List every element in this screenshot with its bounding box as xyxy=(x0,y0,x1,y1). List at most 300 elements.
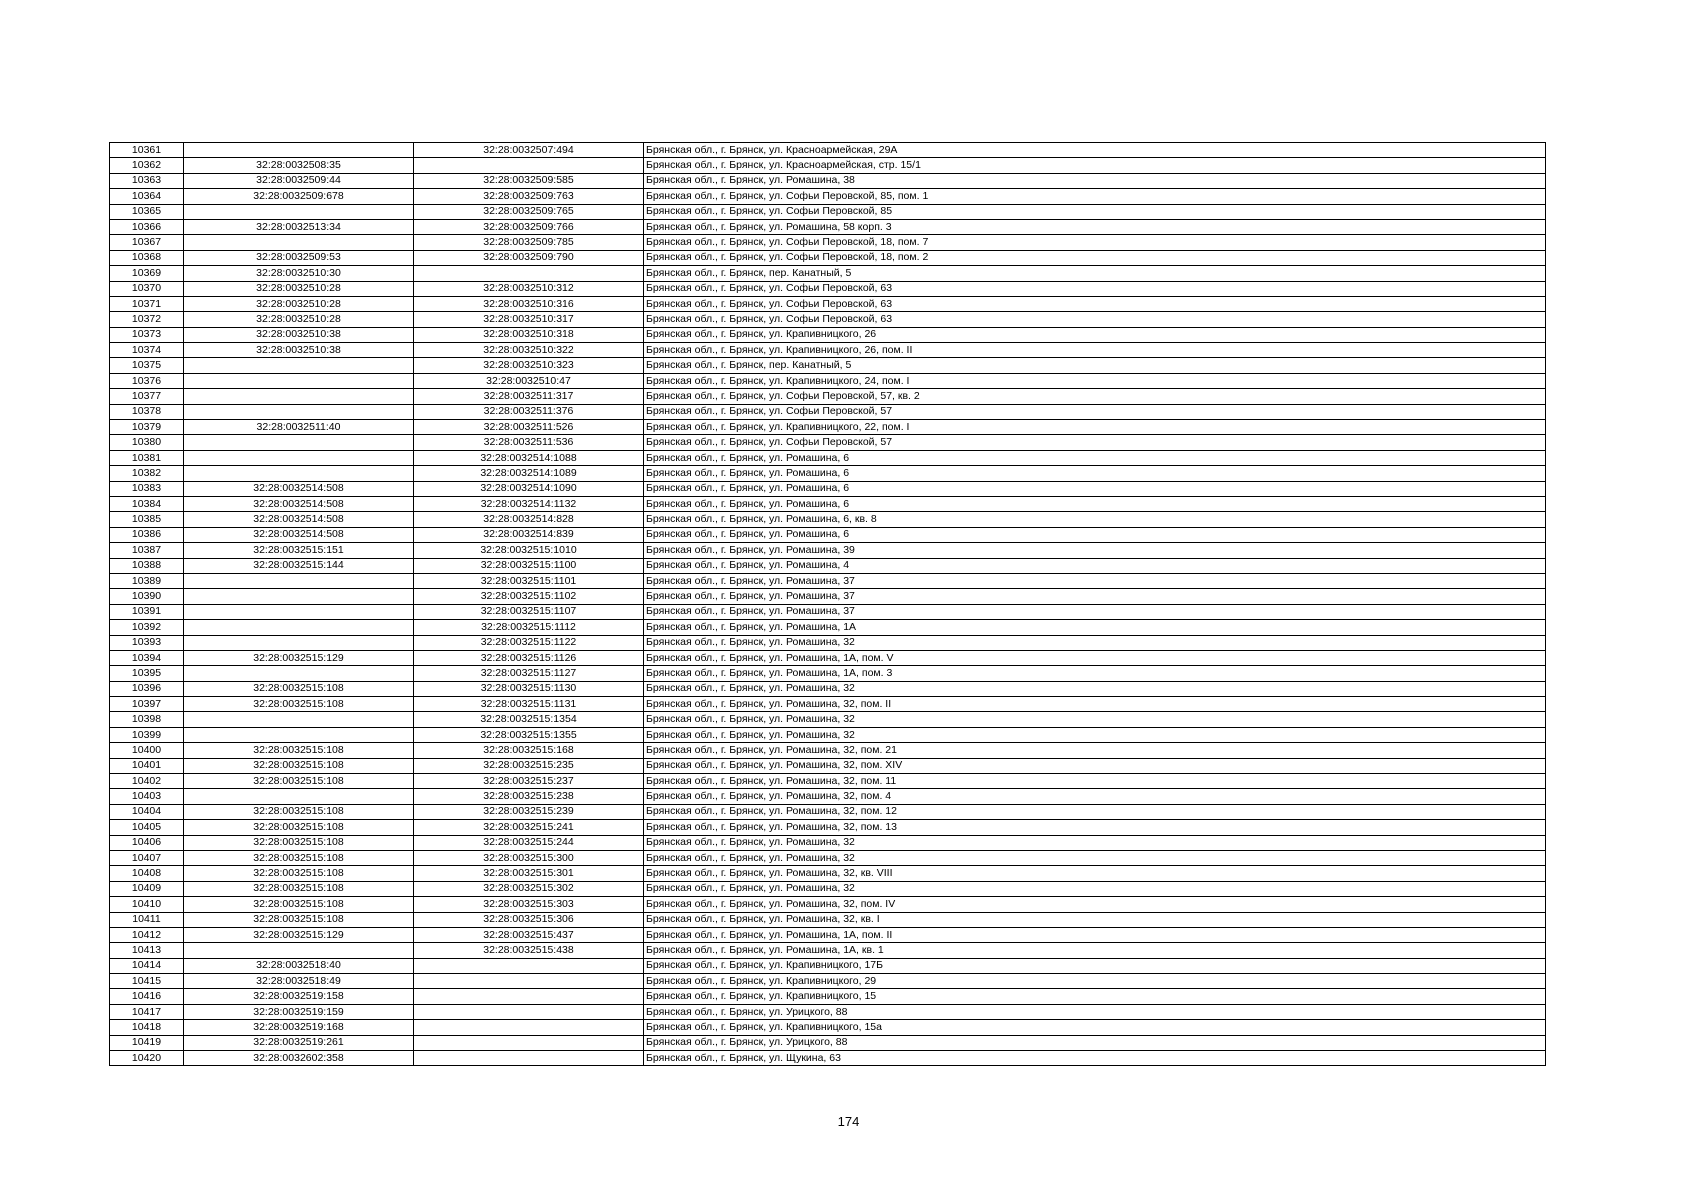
row-number-cell: 10386 xyxy=(110,527,184,542)
table-row xyxy=(110,958,1546,973)
cadastral-object-cell: 32:28:0032515:1131 xyxy=(414,697,644,712)
table-row xyxy=(110,727,1546,742)
cadastral-object-cell: 32:28:0032511:526 xyxy=(414,420,644,435)
cadastral-number-cell: 32:28:0032515:108 xyxy=(184,681,414,696)
address-cell: Брянская обл., г. Брянск, ул. Ромашина, 38 xyxy=(644,173,1546,188)
cadastral-object-cell: 32:28:0032511:536 xyxy=(414,435,644,450)
cadastral-number-cell: 32:28:0032515:108 xyxy=(184,758,414,773)
registry-table-body xyxy=(110,143,1546,1066)
cadastral-number-cell xyxy=(184,589,414,604)
registry-table xyxy=(109,142,1546,1066)
row-number-cell: 10412 xyxy=(110,927,184,942)
cadastral-object-cell: 32:28:0032510:312 xyxy=(414,281,644,296)
address-cell: Брянская обл., г. Брянск, ул. Софьи Перовской, 63 xyxy=(644,312,1546,327)
cadastral-number-cell: 32:28:0032602:358 xyxy=(184,1051,414,1066)
address-cell: Брянская обл., г. Брянск, ул. Ромашина, 6, кв. 8 xyxy=(644,512,1546,527)
table-row xyxy=(110,758,1546,773)
row-number-cell: 10371 xyxy=(110,296,184,311)
row-number-cell: 10419 xyxy=(110,1035,184,1050)
cadastral-number-cell xyxy=(184,435,414,450)
row-number-cell: 10390 xyxy=(110,589,184,604)
cadastral-object-cell: 32:28:0032515:1354 xyxy=(414,712,644,727)
cadastral-object-cell: 32:28:0032515:1355 xyxy=(414,727,644,742)
address-cell: Брянская обл., г. Брянск, ул. Софьи Перовской, 63 xyxy=(644,281,1546,296)
cadastral-number-cell xyxy=(184,573,414,588)
cadastral-number-cell: 32:28:0032508:35 xyxy=(184,158,414,173)
cadastral-number-cell: 32:28:0032510:30 xyxy=(184,266,414,281)
row-number-cell: 10416 xyxy=(110,989,184,1004)
cadastral-number-cell xyxy=(184,389,414,404)
address-cell: Брянская обл., г. Брянск, ул. Софьи Перовской, 57, кв. 2 xyxy=(644,389,1546,404)
cadastral-object-cell: 32:28:0032515:244 xyxy=(414,835,644,850)
row-number-cell: 10400 xyxy=(110,743,184,758)
cadastral-number-cell: 32:28:0032514:508 xyxy=(184,481,414,496)
cadastral-number-cell xyxy=(184,712,414,727)
cadastral-number-cell: 32:28:0032515:144 xyxy=(184,558,414,573)
address-cell: Брянская обл., г. Брянск, ул. Крапивницкого, 26 xyxy=(644,327,1546,342)
cadastral-number-cell xyxy=(184,620,414,635)
cadastral-number-cell: 32:28:0032519:158 xyxy=(184,989,414,1004)
cadastral-object-cell: 32:28:0032510:323 xyxy=(414,358,644,373)
table-row xyxy=(110,296,1546,311)
row-number-cell: 10408 xyxy=(110,866,184,881)
address-cell: Брянская обл., г. Брянск, ул. Ромашина, 4 xyxy=(644,558,1546,573)
row-number-cell: 10385 xyxy=(110,512,184,527)
row-number-cell: 10364 xyxy=(110,189,184,204)
cadastral-object-cell: 32:28:0032515:438 xyxy=(414,943,644,958)
cadastral-object-cell: 32:28:0032507:494 xyxy=(414,143,644,158)
address-cell: Брянская обл., г. Брянск, ул. Ромашина, 6 xyxy=(644,496,1546,511)
row-number-cell: 10368 xyxy=(110,250,184,265)
cadastral-object-cell: 32:28:0032515:241 xyxy=(414,820,644,835)
cadastral-number-cell: 32:28:0032515:108 xyxy=(184,804,414,819)
cadastral-object-cell: 32:28:0032514:1090 xyxy=(414,481,644,496)
address-cell: Брянская обл., г. Брянск, ул. Ромашина, 6 xyxy=(644,466,1546,481)
cadastral-number-cell: 32:28:0032510:28 xyxy=(184,281,414,296)
cadastral-object-cell: 32:28:0032515:302 xyxy=(414,881,644,896)
row-number-cell: 10415 xyxy=(110,974,184,989)
table-row xyxy=(110,912,1546,927)
cadastral-number-cell: 32:28:0032510:38 xyxy=(184,327,414,342)
cadastral-number-cell xyxy=(184,943,414,958)
address-cell: Брянская обл., г. Брянск, ул. Ромашина, 58 корп. 3 xyxy=(644,219,1546,234)
table-row xyxy=(110,881,1546,896)
cadastral-object-cell: 32:28:0032515:237 xyxy=(414,774,644,789)
cadastral-object-cell xyxy=(414,958,644,973)
address-cell: Брянская обл., г. Брянск, ул. Ромашина, 32 xyxy=(644,712,1546,727)
row-number-cell: 10406 xyxy=(110,835,184,850)
address-cell: Брянская обл., г. Брянск, ул. Ромашина, 6 xyxy=(644,450,1546,465)
address-cell: Брянская обл., г. Брянск, ул. Ромашина, 32, пом. 4 xyxy=(644,789,1546,804)
cadastral-object-cell: 32:28:0032514:1089 xyxy=(414,466,644,481)
table-row xyxy=(110,697,1546,712)
cadastral-object-cell: 32:28:0032514:1088 xyxy=(414,450,644,465)
row-number-cell: 10387 xyxy=(110,543,184,558)
table-row xyxy=(110,1035,1546,1050)
row-number-cell: 10370 xyxy=(110,281,184,296)
cadastral-number-cell: 32:28:0032514:508 xyxy=(184,496,414,511)
cadastral-number-cell: 32:28:0032510:28 xyxy=(184,312,414,327)
cadastral-object-cell: 32:28:0032509:766 xyxy=(414,219,644,234)
table-row xyxy=(110,420,1546,435)
row-number-cell: 10378 xyxy=(110,404,184,419)
row-number-cell: 10410 xyxy=(110,897,184,912)
table-row xyxy=(110,1051,1546,1066)
row-number-cell: 10413 xyxy=(110,943,184,958)
cadastral-object-cell: 32:28:0032509:790 xyxy=(414,250,644,265)
cadastral-number-cell: 32:28:0032519:168 xyxy=(184,1020,414,1035)
row-number-cell: 10361 xyxy=(110,143,184,158)
cadastral-object-cell xyxy=(414,158,644,173)
table-row xyxy=(110,943,1546,958)
address-cell: Брянская обл., г. Брянск, ул. Крапивницкого, 24, пом. I xyxy=(644,373,1546,388)
cadastral-object-cell xyxy=(414,974,644,989)
cadastral-number-cell xyxy=(184,204,414,219)
cadastral-object-cell: 32:28:0032515:1107 xyxy=(414,604,644,619)
address-cell: Брянская обл., г. Брянск, ул. Софьи Перовской, 57 xyxy=(644,404,1546,419)
row-number-cell: 10367 xyxy=(110,235,184,250)
address-cell: Брянская обл., г. Брянск, ул. Крапивницкого, 26, пом. II xyxy=(644,343,1546,358)
table-row xyxy=(110,635,1546,650)
cadastral-object-cell: 32:28:0032515:1127 xyxy=(414,666,644,681)
table-row xyxy=(110,820,1546,835)
cadastral-number-cell: 32:28:0032514:508 xyxy=(184,512,414,527)
row-number-cell: 10414 xyxy=(110,958,184,973)
cadastral-number-cell: 32:28:0032509:678 xyxy=(184,189,414,204)
cadastral-number-cell: 32:28:0032515:108 xyxy=(184,897,414,912)
page-number: 174 xyxy=(837,1114,860,1129)
row-number-cell: 10396 xyxy=(110,681,184,696)
table-row xyxy=(110,927,1546,942)
table-row xyxy=(110,681,1546,696)
address-cell: Брянская обл., г. Брянск, ул. Софьи Перовской, 63 xyxy=(644,296,1546,311)
address-cell: Брянская обл., г. Брянск, ул. Ромашина, 32, пом. XIV xyxy=(644,758,1546,773)
address-cell: Брянская обл., г. Брянск, ул. Ромашина, 32, кв. I xyxy=(644,912,1546,927)
cadastral-number-cell: 32:28:0032515:108 xyxy=(184,743,414,758)
cadastral-object-cell: 32:28:0032515:1130 xyxy=(414,681,644,696)
cadastral-object-cell: 32:28:0032515:238 xyxy=(414,789,644,804)
cadastral-number-cell xyxy=(184,450,414,465)
table-row xyxy=(110,835,1546,850)
cadastral-number-cell xyxy=(184,666,414,681)
address-cell: Брянская обл., г. Брянск, ул. Софьи Перовской, 57 xyxy=(644,435,1546,450)
address-cell: Брянская обл., г. Брянск, ул. Ромашина, 1А, кв. 1 xyxy=(644,943,1546,958)
row-number-cell: 10407 xyxy=(110,850,184,865)
cadastral-object-cell xyxy=(414,1051,644,1066)
row-number-cell: 10384 xyxy=(110,496,184,511)
cadastral-object-cell: 32:28:0032515:239 xyxy=(414,804,644,819)
cadastral-object-cell: 32:28:0032515:1102 xyxy=(414,589,644,604)
address-cell: Брянская обл., г. Брянск, ул. Ромашина, 1А, пом. II xyxy=(644,927,1546,942)
cadastral-object-cell: 32:28:0032509:763 xyxy=(414,189,644,204)
table-row xyxy=(110,650,1546,665)
row-number-cell: 10397 xyxy=(110,697,184,712)
row-number-cell: 10383 xyxy=(110,481,184,496)
table-row xyxy=(110,435,1546,450)
address-cell: Брянская обл., г. Брянск, ул. Ромашина, 32, пом. 21 xyxy=(644,743,1546,758)
address-cell: Брянская обл., г. Брянск, ул. Ромашина, 37 xyxy=(644,573,1546,588)
cadastral-object-cell xyxy=(414,1004,644,1019)
cadastral-number-cell: 32:28:0032509:44 xyxy=(184,173,414,188)
cadastral-object-cell: 32:28:0032515:1126 xyxy=(414,650,644,665)
cadastral-object-cell: 32:28:0032514:828 xyxy=(414,512,644,527)
cadastral-number-cell: 32:28:0032518:49 xyxy=(184,974,414,989)
row-number-cell: 10393 xyxy=(110,635,184,650)
table-row xyxy=(110,743,1546,758)
cadastral-object-cell: 32:28:0032510:317 xyxy=(414,312,644,327)
address-cell: Брянская обл., г. Брянск, ул. Крапивницкого, 22, пом. I xyxy=(644,420,1546,435)
cadastral-object-cell: 32:28:0032514:839 xyxy=(414,527,644,542)
table-row xyxy=(110,466,1546,481)
cadastral-number-cell xyxy=(184,727,414,742)
cadastral-number-cell: 32:28:0032519:159 xyxy=(184,1004,414,1019)
row-number-cell: 10411 xyxy=(110,912,184,927)
row-number-cell: 10375 xyxy=(110,358,184,373)
address-cell: Брянская обл., г. Брянск, ул. Ромашина, 32 xyxy=(644,681,1546,696)
cadastral-number-cell: 32:28:0032515:108 xyxy=(184,866,414,881)
table-row xyxy=(110,573,1546,588)
cadastral-number-cell: 32:28:0032515:108 xyxy=(184,881,414,896)
address-cell: Брянская обл., г. Брянск, ул. Ромашина, 1А, пом. 3 xyxy=(644,666,1546,681)
cadastral-number-cell xyxy=(184,358,414,373)
cadastral-object-cell: 32:28:0032515:1100 xyxy=(414,558,644,573)
table-row xyxy=(110,850,1546,865)
cadastral-object-cell: 32:28:0032509:585 xyxy=(414,173,644,188)
row-number-cell: 10398 xyxy=(110,712,184,727)
table-row xyxy=(110,450,1546,465)
table-row xyxy=(110,604,1546,619)
cadastral-number-cell: 32:28:0032510:38 xyxy=(184,343,414,358)
cadastral-object-cell: 32:28:0032515:300 xyxy=(414,850,644,865)
table-row xyxy=(110,481,1546,496)
table-row xyxy=(110,312,1546,327)
address-cell: Брянская обл., г. Брянск, ул. Щукина, 63 xyxy=(644,1051,1546,1066)
cadastral-number-cell: 32:28:0032515:129 xyxy=(184,927,414,942)
row-number-cell: 10395 xyxy=(110,666,184,681)
cadastral-object-cell xyxy=(414,989,644,1004)
table-row xyxy=(110,1020,1546,1035)
cadastral-number-cell: 32:28:0032515:108 xyxy=(184,835,414,850)
address-cell: Брянская обл., г. Брянск, ул. Ромашина, 32 xyxy=(644,850,1546,865)
row-number-cell: 10366 xyxy=(110,219,184,234)
address-cell: Брянская обл., г. Брянск, ул. Ромашина, 37 xyxy=(644,589,1546,604)
row-number-cell: 10388 xyxy=(110,558,184,573)
table-row xyxy=(110,1004,1546,1019)
row-number-cell: 10377 xyxy=(110,389,184,404)
address-cell: Брянская обл., г. Брянск, пер. Канатный, 5 xyxy=(644,358,1546,373)
cadastral-object-cell: 32:28:0032510:322 xyxy=(414,343,644,358)
row-number-cell: 10374 xyxy=(110,343,184,358)
table-row xyxy=(110,897,1546,912)
row-number-cell: 10376 xyxy=(110,373,184,388)
address-cell: Брянская обл., г. Брянск, ул. Ромашина, 32, кв. VIII xyxy=(644,866,1546,881)
cadastral-number-cell xyxy=(184,404,414,419)
cadastral-object-cell: 32:28:0032515:301 xyxy=(414,866,644,881)
row-number-cell: 10372 xyxy=(110,312,184,327)
cadastral-object-cell: 32:28:0032515:168 xyxy=(414,743,644,758)
address-cell: Брянская обл., г. Брянск, ул. Урицкого, 88 xyxy=(644,1004,1546,1019)
cadastral-object-cell: 32:28:0032515:1112 xyxy=(414,620,644,635)
table-row xyxy=(110,204,1546,219)
address-cell: Брянская обл., г. Брянск, ул. Софьи Перовской, 18, пом. 2 xyxy=(644,250,1546,265)
table-row xyxy=(110,866,1546,881)
address-cell: Брянская обл., г. Брянск, ул. Ромашина, 32, пом. 13 xyxy=(644,820,1546,835)
address-cell: Брянская обл., г. Брянск, ул. Крапивницкого, 29 xyxy=(644,974,1546,989)
cadastral-number-cell: 32:28:0032515:108 xyxy=(184,774,414,789)
row-number-cell: 10362 xyxy=(110,158,184,173)
row-number-cell: 10409 xyxy=(110,881,184,896)
address-cell: Брянская обл., г. Брянск, ул. Ромашина, 32 xyxy=(644,835,1546,850)
row-number-cell: 10420 xyxy=(110,1051,184,1066)
table-row xyxy=(110,512,1546,527)
table-row xyxy=(110,158,1546,173)
row-number-cell: 10373 xyxy=(110,327,184,342)
row-number-cell: 10365 xyxy=(110,204,184,219)
address-cell: Брянская обл., г. Брянск, ул. Ромашина, 1А xyxy=(644,620,1546,635)
cadastral-number-cell xyxy=(184,789,414,804)
cadastral-number-cell: 32:28:0032511:40 xyxy=(184,420,414,435)
cadastral-object-cell: 32:28:0032515:306 xyxy=(414,912,644,927)
cadastral-object-cell: 32:28:0032515:1010 xyxy=(414,543,644,558)
row-number-cell: 10391 xyxy=(110,604,184,619)
cadastral-number-cell xyxy=(184,373,414,388)
address-cell: Брянская обл., г. Брянск, ул. Ромашина, 32, пом. IV xyxy=(644,897,1546,912)
cadastral-object-cell: 32:28:0032511:317 xyxy=(414,389,644,404)
cadastral-object-cell: 32:28:0032515:1101 xyxy=(414,573,644,588)
cadastral-object-cell: 32:28:0032510:318 xyxy=(414,327,644,342)
cadastral-number-cell: 32:28:0032515:108 xyxy=(184,912,414,927)
address-cell: Брянская обл., г. Брянск, ул. Ромашина, 37 xyxy=(644,604,1546,619)
cadastral-object-cell: 32:28:0032510:47 xyxy=(414,373,644,388)
row-number-cell: 10417 xyxy=(110,1004,184,1019)
cadastral-number-cell xyxy=(184,466,414,481)
cadastral-object-cell: 32:28:0032511:376 xyxy=(414,404,644,419)
table-row xyxy=(110,543,1546,558)
address-cell: Брянская обл., г. Брянск, ул. Ромашина, 32, пом. 11 xyxy=(644,774,1546,789)
cadastral-object-cell: 32:28:0032515:437 xyxy=(414,927,644,942)
address-cell: Брянская обл., г. Брянск, ул. Крапивницкого, 15 xyxy=(644,989,1546,1004)
cadastral-object-cell: 32:28:0032515:303 xyxy=(414,897,644,912)
address-cell: Брянская обл., г. Брянск, ул. Ромашина, 32, пом. II xyxy=(644,697,1546,712)
address-cell: Брянская обл., г. Брянск, ул. Ромашина, 6 xyxy=(644,527,1546,542)
cadastral-number-cell: 32:28:0032509:53 xyxy=(184,250,414,265)
table-row xyxy=(110,496,1546,511)
address-cell: Брянская обл., г. Брянск, ул. Красноармейская, 29А xyxy=(644,143,1546,158)
row-number-cell: 10405 xyxy=(110,820,184,835)
row-number-cell: 10392 xyxy=(110,620,184,635)
cadastral-object-cell: 32:28:0032509:785 xyxy=(414,235,644,250)
address-cell: Брянская обл., г. Брянск, ул. Ромашина, 39 xyxy=(644,543,1546,558)
table-row xyxy=(110,219,1546,234)
address-cell: Брянская обл., г. Брянск, ул. Крапивницкого, 17Б xyxy=(644,958,1546,973)
cadastral-object-cell: 32:28:0032515:1122 xyxy=(414,635,644,650)
cadastral-number-cell: 32:28:0032519:261 xyxy=(184,1035,414,1050)
address-cell: Брянская обл., г. Брянск, ул. Ромашина, 32 xyxy=(644,635,1546,650)
cadastral-number-cell xyxy=(184,635,414,650)
cadastral-number-cell: 32:28:0032518:40 xyxy=(184,958,414,973)
cadastral-number-cell: 32:28:0032515:108 xyxy=(184,820,414,835)
cadastral-object-cell xyxy=(414,266,644,281)
cadastral-object-cell: 32:28:0032514:1132 xyxy=(414,496,644,511)
table-row xyxy=(110,250,1546,265)
cadastral-object-cell xyxy=(414,1035,644,1050)
table-row xyxy=(110,343,1546,358)
row-number-cell: 10381 xyxy=(110,450,184,465)
address-cell: Брянская обл., г. Брянск, ул. Ромашина, 1А, пом. V xyxy=(644,650,1546,665)
table-row xyxy=(110,143,1546,158)
row-number-cell: 10389 xyxy=(110,573,184,588)
table-row xyxy=(110,558,1546,573)
cadastral-number-cell xyxy=(184,604,414,619)
table-row xyxy=(110,774,1546,789)
address-cell: Брянская обл., г. Брянск, ул. Красноармейская, стр. 15/1 xyxy=(644,158,1546,173)
row-number-cell: 10382 xyxy=(110,466,184,481)
table-row xyxy=(110,189,1546,204)
table-row xyxy=(110,389,1546,404)
cadastral-number-cell xyxy=(184,143,414,158)
cadastral-object-cell xyxy=(414,1020,644,1035)
row-number-cell: 10379 xyxy=(110,420,184,435)
row-number-cell: 10404 xyxy=(110,804,184,819)
table-row xyxy=(110,266,1546,281)
row-number-cell: 10369 xyxy=(110,266,184,281)
address-cell: Брянская обл., г. Брянск, ул. Ромашина, 32 xyxy=(644,881,1546,896)
table-row xyxy=(110,373,1546,388)
table-row xyxy=(110,804,1546,819)
table-row xyxy=(110,527,1546,542)
table-row xyxy=(110,235,1546,250)
row-number-cell: 10401 xyxy=(110,758,184,773)
table-row xyxy=(110,620,1546,635)
table-row xyxy=(110,173,1546,188)
table-row xyxy=(110,327,1546,342)
row-number-cell: 10399 xyxy=(110,727,184,742)
table-row xyxy=(110,404,1546,419)
table-row xyxy=(110,789,1546,804)
address-cell: Брянская обл., г. Брянск, ул. Ромашина, 32 xyxy=(644,727,1546,742)
address-cell: Брянская обл., г. Брянск, ул. Софьи Перовской, 18, пом. 7 xyxy=(644,235,1546,250)
address-cell: Брянская обл., г. Брянск, ул. Ромашина, 32, пом. 12 xyxy=(644,804,1546,819)
cadastral-number-cell: 32:28:0032515:108 xyxy=(184,697,414,712)
cadastral-number-cell: 32:28:0032513:34 xyxy=(184,219,414,234)
cadastral-number-cell: 32:28:0032515:129 xyxy=(184,650,414,665)
table-row xyxy=(110,589,1546,604)
cadastral-object-cell: 32:28:0032509:765 xyxy=(414,204,644,219)
cadastral-number-cell: 32:28:0032514:508 xyxy=(184,527,414,542)
table-row xyxy=(110,712,1546,727)
row-number-cell: 10394 xyxy=(110,650,184,665)
cadastral-number-cell: 32:28:0032510:28 xyxy=(184,296,414,311)
cadastral-number-cell xyxy=(184,235,414,250)
address-cell: Брянская обл., г. Брянск, ул. Ромашина, 6 xyxy=(644,481,1546,496)
row-number-cell: 10403 xyxy=(110,789,184,804)
cadastral-object-cell: 32:28:0032515:235 xyxy=(414,758,644,773)
address-cell: Брянская обл., г. Брянск, ул. Софьи Перовской, 85, пом. 1 xyxy=(644,189,1546,204)
cadastral-object-cell: 32:28:0032510:316 xyxy=(414,296,644,311)
cadastral-number-cell: 32:28:0032515:108 xyxy=(184,850,414,865)
table-row xyxy=(110,358,1546,373)
address-cell: Брянская обл., г. Брянск, ул. Софьи Перовской, 85 xyxy=(644,204,1546,219)
address-cell: Брянская обл., г. Брянск, пер. Канатный, 5 xyxy=(644,266,1546,281)
row-number-cell: 10380 xyxy=(110,435,184,450)
table-row xyxy=(110,281,1546,296)
address-cell: Брянская обл., г. Брянск, ул. Урицкого, 88 xyxy=(644,1035,1546,1050)
table-row xyxy=(110,989,1546,1004)
table-row xyxy=(110,666,1546,681)
table-row xyxy=(110,974,1546,989)
cadastral-number-cell: 32:28:0032515:151 xyxy=(184,543,414,558)
row-number-cell: 10363 xyxy=(110,173,184,188)
